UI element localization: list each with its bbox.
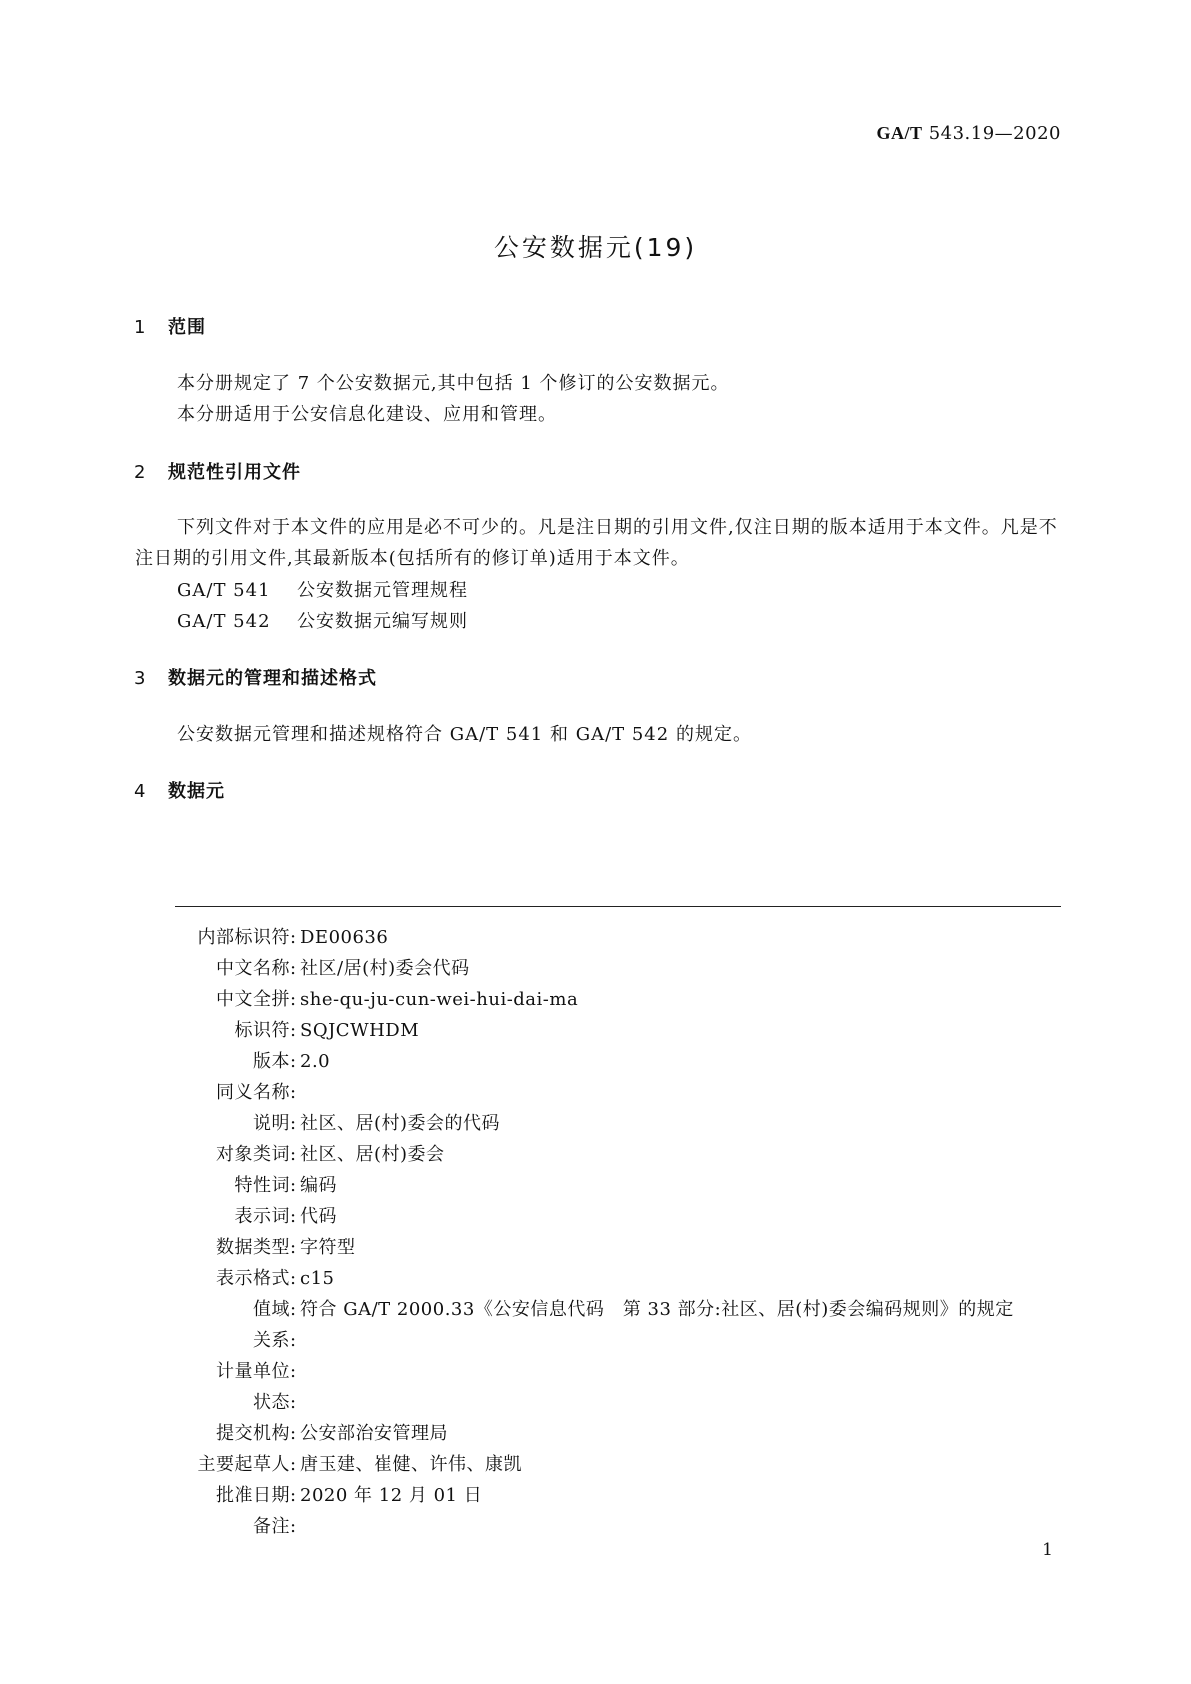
field-label: 同义名称 xyxy=(216,1082,290,1103)
scope-paragraph-1: 本分册规定了 7 个公安数据元,其中包括 1 个修订的公安数据元。 xyxy=(177,373,730,394)
field-value: 字符型 xyxy=(300,1237,356,1258)
field-separator: : xyxy=(290,1299,297,1320)
field-value: 编码 xyxy=(300,1175,337,1196)
element-row-identifier xyxy=(175,1015,1075,1046)
field-value: 2020 年 12 月 01 日 xyxy=(300,1485,483,1506)
scope-paragraph-2: 本分册适用于公安信息化建设、应用和管理。 xyxy=(177,404,557,425)
field-separator: : xyxy=(290,1051,297,1072)
element-row-chinese-name xyxy=(175,953,1075,984)
standard-code: 543.19—2020 xyxy=(928,123,1061,144)
section-number: 4 xyxy=(134,781,147,802)
section-number: 3 xyxy=(134,668,147,689)
field-label: 批准日期 xyxy=(216,1485,290,1506)
field-separator: : xyxy=(290,1082,297,1103)
element-row-relation xyxy=(175,1325,1075,1356)
field-separator: : xyxy=(290,1020,297,1041)
standard-number xyxy=(876,123,1061,144)
element-row-submitter xyxy=(175,1418,1075,1449)
reference-title: 公安数据元管理规程 xyxy=(297,580,468,601)
field-value: SQJCWHDM xyxy=(300,1020,420,1041)
format-paragraph: 公安数据元管理和描述规格符合 GA/T 541 和 GA/T 542 的规定。 xyxy=(177,724,752,745)
reference-item xyxy=(177,607,468,633)
field-value: 社区、居(村)委会的代码 xyxy=(300,1113,501,1134)
field-separator: : xyxy=(290,1175,297,1196)
field-separator: : xyxy=(290,1113,297,1134)
element-row-representation xyxy=(175,1201,1075,1232)
field-value: she-qu-ju-cun-wei-hui-dai-ma xyxy=(300,989,579,1010)
field-value: 符合 GA/T 2000.33《公安信息代码 第 33 部分:社区、居(村)委会编码规则》的规定 xyxy=(300,1299,1014,1320)
section-1-heading xyxy=(134,313,206,339)
field-separator: : xyxy=(290,1361,297,1382)
element-row-approval-date xyxy=(175,1480,1075,1511)
field-label: 数据类型 xyxy=(216,1237,290,1258)
field-label: 备注 xyxy=(253,1516,290,1537)
field-separator: : xyxy=(290,989,297,1010)
section-title: 数据元的管理和描述格式 xyxy=(168,668,377,689)
element-row-remarks xyxy=(175,1511,1075,1542)
field-separator: : xyxy=(290,1454,297,1475)
element-row-status xyxy=(175,1387,1075,1418)
field-label: 表示词 xyxy=(234,1206,290,1227)
field-separator: : xyxy=(290,958,297,979)
element-row-synonym xyxy=(175,1077,1075,1108)
element-row-format xyxy=(175,1263,1075,1294)
element-row-pinyin xyxy=(175,984,1075,1015)
field-value: DE00636 xyxy=(300,927,389,948)
section-number: 2 xyxy=(134,462,147,483)
reference-item xyxy=(177,576,468,602)
section-title: 数据元 xyxy=(168,781,225,802)
section-title: 规范性引用文件 xyxy=(168,462,301,483)
field-separator: : xyxy=(290,1206,297,1227)
reference-code: GA/T 542 xyxy=(177,611,271,632)
field-separator: : xyxy=(290,1516,297,1537)
field-value: 社区、居(村)委会 xyxy=(300,1144,445,1165)
section-2-heading xyxy=(134,458,301,484)
field-label: 计量单位 xyxy=(216,1361,290,1382)
field-value: 公安部治安管理局 xyxy=(300,1423,448,1444)
field-label: 特性词 xyxy=(234,1175,290,1196)
element-row-version xyxy=(175,1046,1075,1077)
field-label: 对象类词 xyxy=(216,1144,290,1165)
field-label: 内部标识符 xyxy=(197,927,290,948)
field-separator: : xyxy=(290,1392,297,1413)
normative-intro: 下列文件对于本文件的应用是必不可少的。凡是注日期的引用文件,仅注日期的版本适用于本文件。凡是不注日期的引用文件,其最新版本(包括所有的修订单)适用于本文件。 xyxy=(135,517,1058,569)
field-separator: : xyxy=(290,1144,297,1165)
data-element-definition xyxy=(175,922,1075,1542)
field-value: 唐玉建、崔健、许伟、康凯 xyxy=(300,1454,522,1475)
element-row-data-type xyxy=(175,1232,1075,1263)
element-row-internal-id xyxy=(175,922,1075,953)
element-row-property xyxy=(175,1170,1075,1201)
field-value: c15 xyxy=(300,1268,335,1289)
reference-title: 公安数据元编写规则 xyxy=(297,611,468,632)
field-separator: : xyxy=(290,1423,297,1444)
section-title: 范围 xyxy=(168,317,206,338)
field-label: 说明 xyxy=(253,1113,290,1134)
field-label: 状态 xyxy=(253,1392,290,1413)
element-row-description xyxy=(175,1108,1075,1139)
field-separator: : xyxy=(290,1268,297,1289)
field-label: 中文名称 xyxy=(216,958,290,979)
document-title: 公安数据元(19) xyxy=(493,233,698,262)
section-4-heading xyxy=(134,777,225,803)
element-row-unit xyxy=(175,1356,1075,1387)
standard-prefix: GA/T xyxy=(876,123,923,143)
field-label: 版本 xyxy=(253,1051,290,1072)
field-value: 代码 xyxy=(300,1206,337,1227)
element-row-object-class xyxy=(175,1139,1075,1170)
element-row-value-domain xyxy=(175,1294,1075,1325)
field-separator: : xyxy=(290,1330,297,1351)
field-separator: : xyxy=(290,927,297,948)
field-value: 社区/居(村)委会代码 xyxy=(300,958,470,979)
field-label: 值域 xyxy=(253,1299,290,1320)
reference-code: GA/T 541 xyxy=(177,580,271,601)
section-number: 1 xyxy=(134,317,147,338)
element-divider xyxy=(175,906,1061,907)
field-label: 表示格式 xyxy=(216,1268,290,1289)
page-number: 1 xyxy=(1042,1540,1053,1560)
field-separator: : xyxy=(290,1237,297,1258)
field-label: 提交机构 xyxy=(216,1423,290,1444)
field-separator: : xyxy=(290,1485,297,1506)
field-value: 2.0 xyxy=(300,1051,331,1072)
field-label: 标识符 xyxy=(234,1020,290,1041)
field-label: 关系 xyxy=(253,1330,290,1351)
field-label: 中文全拼 xyxy=(216,989,290,1010)
field-label: 主要起草人 xyxy=(197,1454,290,1475)
element-row-drafters xyxy=(175,1449,1075,1480)
section-3-heading xyxy=(134,664,377,690)
